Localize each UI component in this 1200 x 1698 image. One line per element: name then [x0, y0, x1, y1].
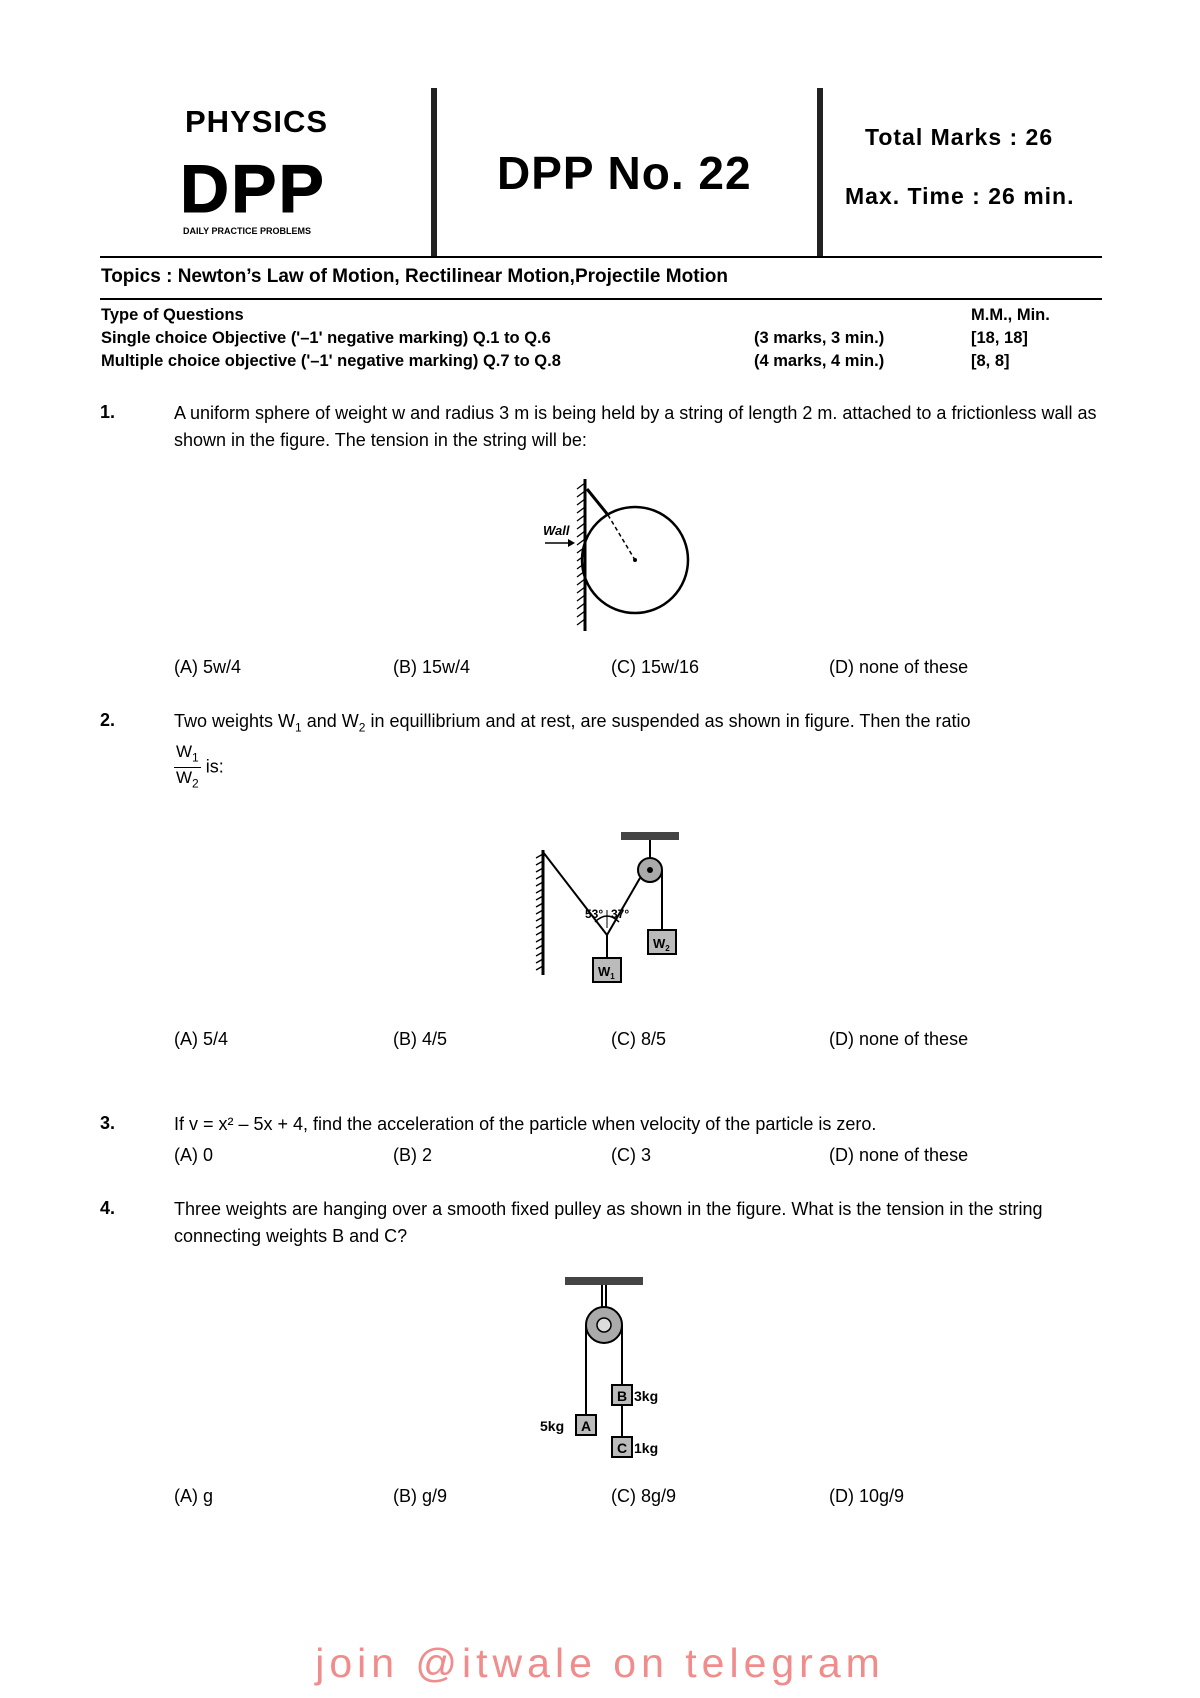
two-weights-figure	[535, 830, 695, 1005]
question-number: 1.	[100, 402, 116, 422]
option-a[interactable]: (A) 5/4	[174, 1029, 229, 1049]
option-d[interactable]: (D) none of these	[829, 1029, 969, 1049]
header-divider-right	[817, 88, 823, 256]
ratio-fraction: $\frac{W_1}{W_2}$	[176, 742, 199, 791]
topics-line: Topics : Newton’s Law of Motion, Rectilinear Motion,Projectile Motion	[101, 266, 729, 287]
svg-text:W1: $W_1$	[598, 964, 615, 981]
option-c[interactable]: (C) 15w/16	[611, 657, 700, 677]
marking-row-marks: (4 marks, 4 min.)	[754, 352, 885, 370]
header-rule	[100, 256, 1102, 258]
option-b[interactable]: (B) 15w/4	[393, 657, 471, 677]
option-b[interactable]: (B) g/9	[393, 1486, 448, 1506]
marking-row-type: Single choice Objective ('–1' negative marking) Q.1 to Q.6	[101, 329, 551, 347]
question-number: 4.	[100, 1198, 116, 1218]
svg-text:B: B	[617, 1388, 628, 1404]
question-number: 2.	[100, 710, 116, 730]
string	[587, 489, 608, 515]
dpp-logo	[180, 150, 355, 240]
dpp-number: DPP No. 22	[497, 147, 752, 199]
subject-title: PHYSICS	[185, 104, 329, 139]
marking-header-mm: M.M., Min.	[971, 306, 1050, 324]
question-text: Two weights $W_1$ and $W_2$ in equillibrium and at rest, are suspended as shown in figure. Then the ratio	[174, 711, 971, 735]
dpp-logo-subtext: DAILY PRACTICE PROBLEMS	[183, 226, 312, 236]
svg-text:5kg: 5kg	[540, 1418, 565, 1434]
marking-row-mm: [8, 8]	[971, 352, 1010, 370]
option-a[interactable]: (A) g	[174, 1486, 214, 1506]
marking-row-mm: [18, 18]	[971, 329, 1028, 347]
option-a[interactable]: (A) 5w/4	[174, 657, 242, 677]
option-d[interactable]: (D) none of these	[829, 1145, 969, 1165]
option-b[interactable]: (B) 2	[393, 1145, 433, 1165]
question-text: A uniform sphere of weight w and radius 3 m is being held by a string of length 2 m. attached to a frictionless wall as shown in the figure. The tension in the string will be:	[174, 403, 1097, 450]
svg-text:W2: $W_2$	[653, 936, 670, 953]
option-d[interactable]: (D) none of these	[829, 657, 969, 677]
topics-rule	[100, 298, 1102, 300]
svg-text:3kg: 3kg	[634, 1388, 659, 1404]
footer-watermark: join @itwale on telegram	[315, 1640, 885, 1686]
option-b[interactable]: (B) 4/5	[393, 1029, 448, 1049]
max-time: Max. Time : 26 min.	[845, 183, 1075, 209]
option-c[interactable]: (C) 3	[611, 1145, 651, 1165]
question-text: If v = x² – 5x + 4, find the acceleration of the particle when velocity of the particle is zero.	[174, 1114, 877, 1134]
svg-text:1kg: 1kg	[634, 1440, 659, 1456]
sphere-wall-figure	[535, 475, 695, 635]
option-d[interactable]: (D) 10g/9	[829, 1486, 905, 1506]
dpp-logo-text: DPP	[180, 151, 326, 227]
question-text: Three weights are hanging over a smooth fixed pulley as shown in the figure. What is the tension in the string connecting weights B and C?	[174, 1199, 1043, 1246]
angle-53-label: 53°	[585, 907, 604, 921]
total-marks: Total Marks : 26	[865, 124, 1054, 150]
option-c[interactable]: (C) 8g/9	[611, 1486, 677, 1506]
angle-37-label: 37°	[611, 907, 630, 921]
header-divider-left	[431, 88, 437, 256]
wall-label: Wall	[543, 523, 570, 538]
svg-text:A: A	[581, 1418, 592, 1434]
pulley-figure	[535, 1275, 675, 1460]
ratio-expression: $\frac{W_1}{W_2}$ is:	[174, 742, 224, 794]
option-a[interactable]: (A) 0	[174, 1145, 214, 1165]
marking-header-type: Type of Questions	[101, 306, 244, 324]
svg-text:C: C	[617, 1440, 628, 1456]
question-number: 3.	[100, 1113, 116, 1133]
marking-row-marks: (3 marks, 3 min.)	[754, 329, 885, 347]
marking-row-type: Multiple choice objective ('–1' negative marking) Q.7 to Q.8	[101, 352, 561, 370]
option-c[interactable]: (C) 8/5	[611, 1029, 667, 1049]
